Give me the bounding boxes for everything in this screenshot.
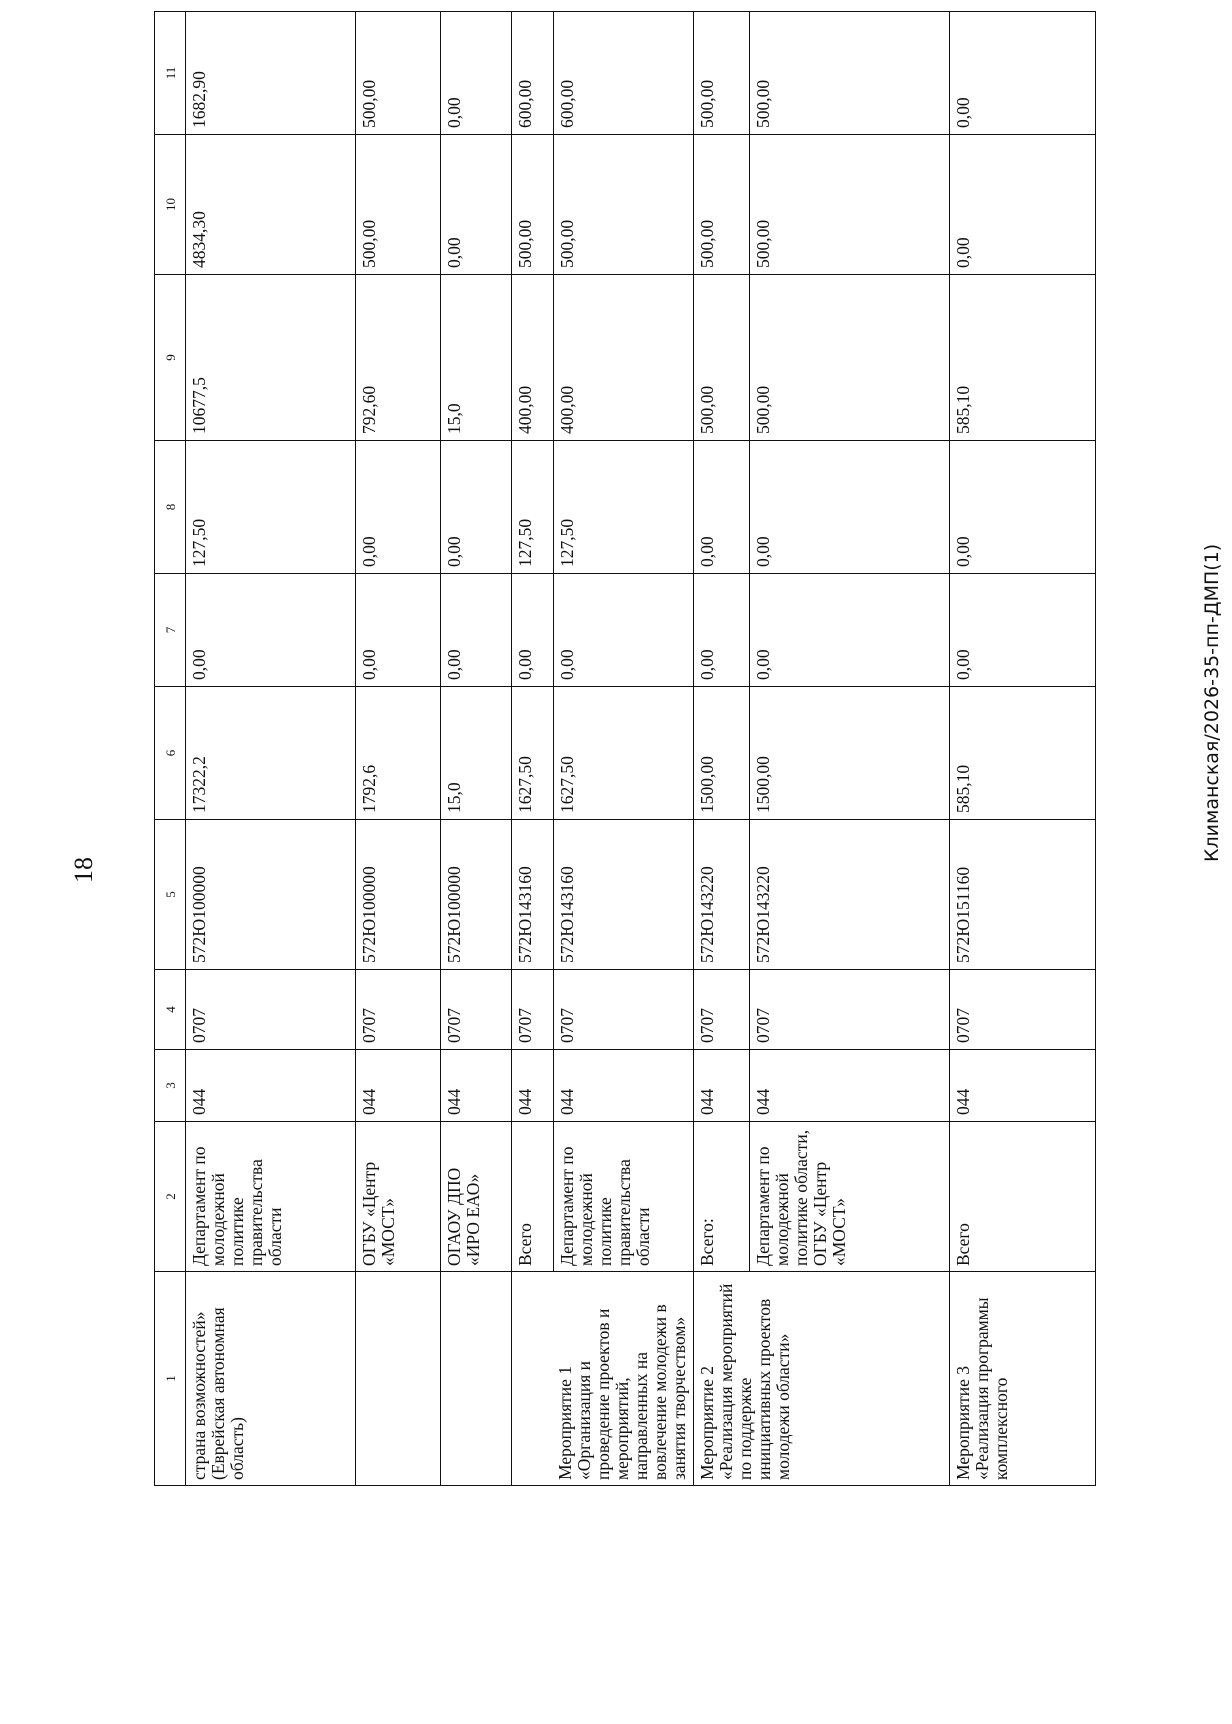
table-cell: 585,10 bbox=[950, 275, 1096, 441]
table-row bbox=[512, 12, 554, 1486]
table-cell: 572Ю143220 bbox=[750, 820, 950, 970]
col-header: 8 bbox=[155, 441, 186, 574]
col-header: 4 bbox=[155, 970, 186, 1050]
table-row bbox=[950, 12, 1096, 1486]
table-cell: 0,00 bbox=[186, 574, 356, 687]
table-cell: 585,10 bbox=[950, 687, 1096, 820]
table-row bbox=[356, 12, 441, 1486]
table-cell: 500,00 bbox=[554, 135, 694, 275]
table-cell: 0,00 bbox=[950, 574, 1096, 687]
table-cell: 0,00 bbox=[694, 441, 750, 574]
table-row bbox=[441, 12, 512, 1486]
table-cell: 15,0 bbox=[441, 687, 512, 820]
table-cell: 127,50 bbox=[512, 441, 554, 574]
table-cell: 0707 bbox=[186, 970, 356, 1050]
table-cell: 127,50 bbox=[186, 441, 356, 574]
table-cell: 1500,00 bbox=[694, 687, 750, 820]
table-cell: Всего bbox=[950, 1122, 1096, 1272]
table-cell: 0,00 bbox=[950, 441, 1096, 574]
table-cell: Всего: bbox=[694, 1122, 750, 1272]
table-cell: 127,50 bbox=[554, 441, 694, 574]
table-cell: 600,00 bbox=[512, 12, 554, 135]
table-cell: 0707 bbox=[750, 970, 950, 1050]
table-cell: 044 bbox=[356, 1050, 441, 1122]
table-row bbox=[750, 12, 950, 1486]
table-cell: 0,00 bbox=[950, 135, 1096, 275]
table-cell: 572Ю143160 bbox=[554, 820, 694, 970]
table-cell: 0707 bbox=[441, 970, 512, 1050]
table-cell: 572Ю100000 bbox=[186, 820, 356, 970]
table-cell: 044 bbox=[554, 1050, 694, 1122]
table-cell: 10677,5 bbox=[186, 275, 356, 441]
table-cell: 0,00 bbox=[441, 12, 512, 135]
table-cell: 0707 bbox=[554, 970, 694, 1050]
table-cell: 0,00 bbox=[356, 574, 441, 687]
table-cell: 0,00 bbox=[554, 574, 694, 687]
table-row bbox=[186, 12, 356, 1486]
table-cell: 0707 bbox=[694, 970, 750, 1050]
table-cell: 044 bbox=[512, 1050, 554, 1122]
col-header: 11 bbox=[155, 12, 186, 135]
table-cell: 0707 bbox=[356, 970, 441, 1050]
table-cell: 1627,50 bbox=[554, 687, 694, 820]
document-code: Климанская/2026-35-пп-ДМП(1) bbox=[1201, 543, 1223, 862]
table-cell: 1627,50 bbox=[512, 687, 554, 820]
table-cell: 500,00 bbox=[694, 135, 750, 275]
table-cell: 044 bbox=[441, 1050, 512, 1122]
col-header: 10 bbox=[155, 135, 186, 275]
col-header: 6 bbox=[155, 687, 186, 820]
table-cell: 600,00 bbox=[554, 12, 694, 135]
table-cell: 044 bbox=[186, 1050, 356, 1122]
table-cell: Мероприятие 2 «Реализация мероприятий по поддержке инициативных проектов молодежи области» bbox=[694, 1272, 950, 1486]
table-cell: 0,00 bbox=[512, 574, 554, 687]
table-row bbox=[554, 12, 694, 1486]
col-header: 3 bbox=[155, 1050, 186, 1122]
table-cell: 044 bbox=[950, 1050, 1096, 1122]
table-cell bbox=[441, 1272, 512, 1486]
table-cell: Департамент по молодежной политике области, ОГБУ «Центр «МОСТ» bbox=[750, 1122, 950, 1272]
table-cell: 0707 bbox=[512, 970, 554, 1050]
table-cell: страна возможностей» (Еврейская автономная область) bbox=[186, 1272, 356, 1486]
table-cell: 1682,90 bbox=[186, 12, 356, 135]
table-cell: 572Ю143220 bbox=[694, 820, 750, 970]
col-header: 9 bbox=[155, 275, 186, 441]
table-cell: 17322,2 bbox=[186, 687, 356, 820]
table-header-row bbox=[155, 12, 186, 1486]
table-cell: 0707 bbox=[950, 970, 1096, 1050]
col-header: 7 bbox=[155, 574, 186, 687]
table-cell: 0,00 bbox=[750, 441, 950, 574]
table-cell: 500,00 bbox=[694, 12, 750, 135]
table-cell: 500,00 bbox=[694, 275, 750, 441]
table-cell: Мероприятие 1 «Организация и проведение проектов и мероприятий, направленных на вовлечение молодежи в занятия творчеством» bbox=[512, 1272, 694, 1486]
budget-table-container bbox=[154, 12, 1096, 1486]
table-cell: 572Ю151160 bbox=[950, 820, 1096, 970]
table-cell: 0,00 bbox=[950, 12, 1096, 135]
table-cell: 572Ю100000 bbox=[441, 820, 512, 970]
table-cell: Мероприятие 3 «Реализация программы комплексного bbox=[950, 1272, 1096, 1486]
table-cell: 044 bbox=[694, 1050, 750, 1122]
table-cell: 1500,00 bbox=[750, 687, 950, 820]
table-cell: 400,00 bbox=[554, 275, 694, 441]
col-header: 1 bbox=[155, 1272, 186, 1486]
col-header: 5 bbox=[155, 820, 186, 970]
table-cell: 15,0 bbox=[441, 275, 512, 441]
table-cell: 4834,30 bbox=[186, 135, 356, 275]
table-cell: 1792,6 bbox=[356, 687, 441, 820]
table-cell: 400,00 bbox=[512, 275, 554, 441]
table-cell: Департамент по молодежной политике правительства области bbox=[554, 1122, 694, 1272]
table-cell bbox=[356, 1272, 441, 1486]
table-cell: Всего bbox=[512, 1122, 554, 1272]
table-cell: 0,00 bbox=[356, 441, 441, 574]
col-header: 2 bbox=[155, 1122, 186, 1272]
table-cell: ОГАОУ ДПО «ИРО ЕАО» bbox=[441, 1122, 512, 1272]
table-cell: 0,00 bbox=[441, 135, 512, 275]
budget-table bbox=[154, 11, 1096, 1486]
table-cell: 044 bbox=[750, 1050, 950, 1122]
table-cell: 792,60 bbox=[356, 275, 441, 441]
table-cell: 0,00 bbox=[441, 574, 512, 687]
table-cell: 500,00 bbox=[356, 135, 441, 275]
table-cell: 500,00 bbox=[512, 135, 554, 275]
table-cell: 572Ю100000 bbox=[356, 820, 441, 970]
table-cell: 0,00 bbox=[441, 441, 512, 574]
table-cell: 500,00 bbox=[750, 135, 950, 275]
table-cell: 500,00 bbox=[356, 12, 441, 135]
table-cell: 572Ю143160 bbox=[512, 820, 554, 970]
table-cell: Департамент по молодежной политике правительства области bbox=[186, 1122, 356, 1272]
table-row bbox=[694, 12, 750, 1486]
table-cell: 500,00 bbox=[750, 12, 950, 135]
table-cell: ОГБУ «Центр «МОСТ» bbox=[356, 1122, 441, 1272]
table-cell: 0,00 bbox=[750, 574, 950, 687]
table-cell: 500,00 bbox=[750, 275, 950, 441]
page-number: 18 bbox=[69, 857, 98, 883]
table-cell: 0,00 bbox=[694, 574, 750, 687]
